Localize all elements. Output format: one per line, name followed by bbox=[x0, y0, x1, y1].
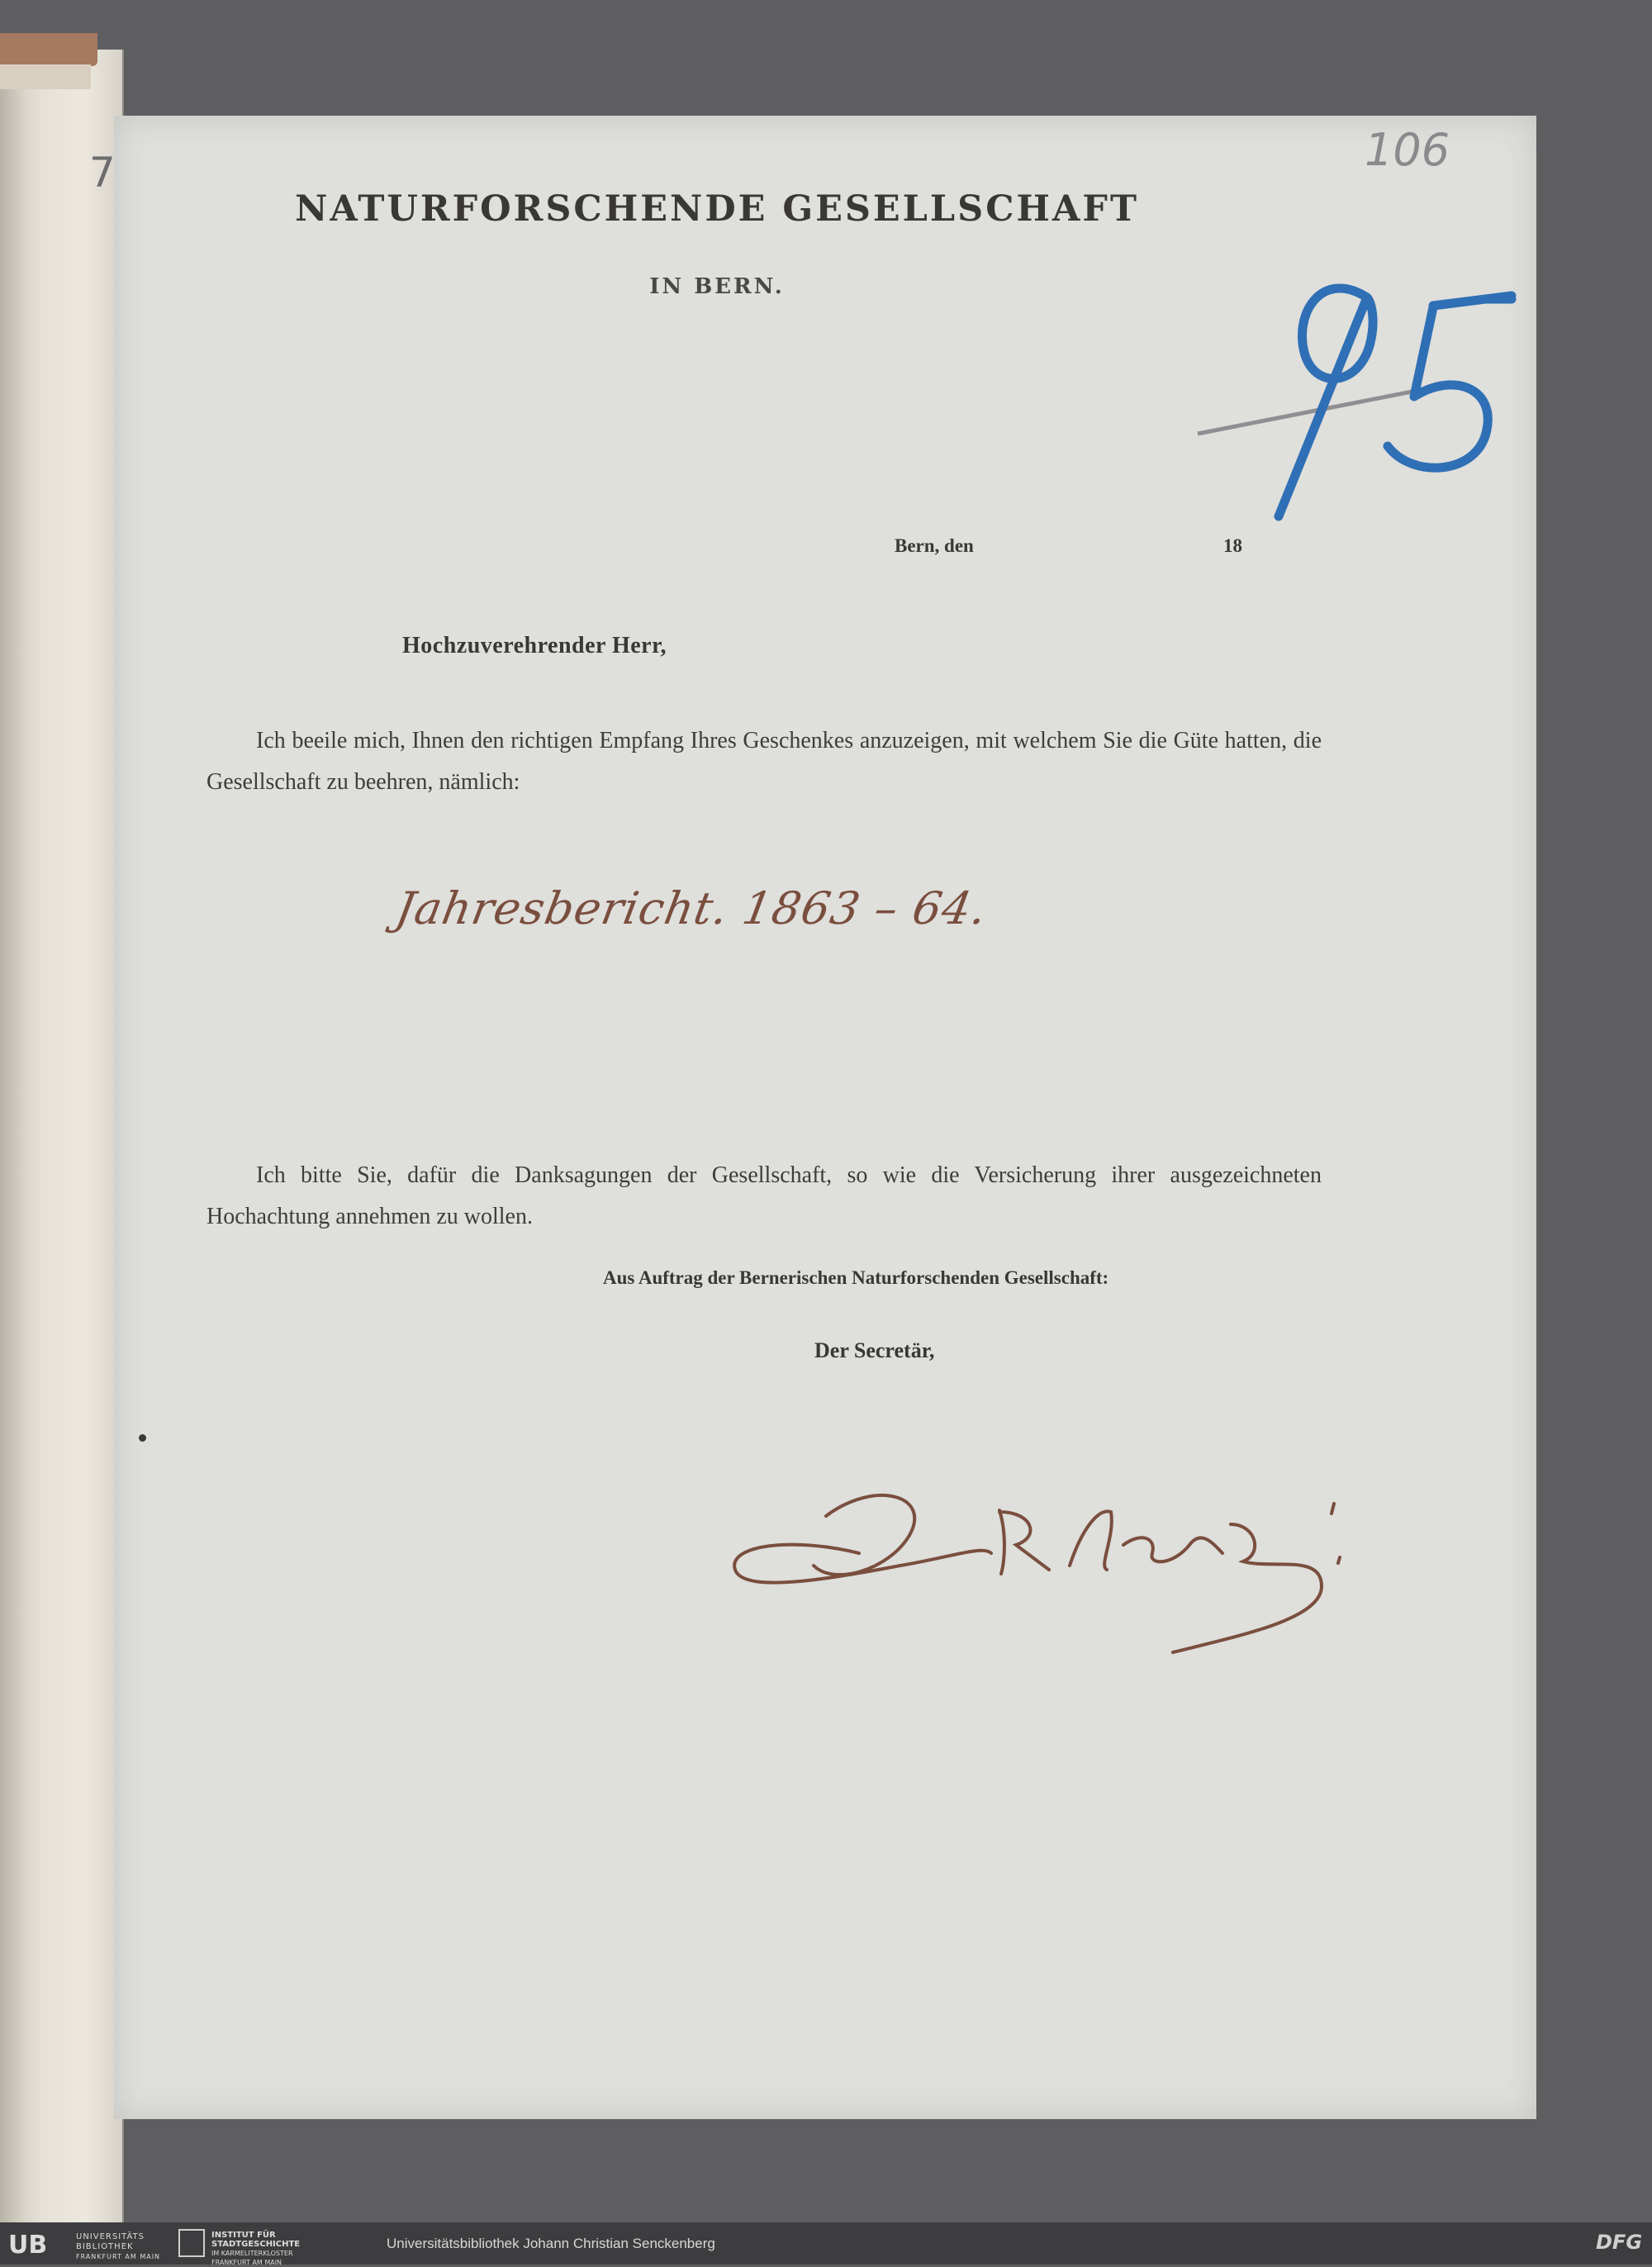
closing-mandate: Aus Auftrag der Bernerischen Naturforschenden Gesellschaft: bbox=[603, 1267, 1109, 1288]
ub-logo-line: BIBLIOTHEK bbox=[76, 2242, 134, 2251]
date-year-prefix: 18 bbox=[1223, 535, 1242, 556]
blue-number-95 bbox=[1279, 288, 1512, 516]
ink-dot bbox=[139, 1434, 146, 1442]
institut-logo-line: IM KARMELITERKLOSTER bbox=[211, 2250, 293, 2257]
institut-logo-line: STADTGESCHICHTE bbox=[211, 2240, 301, 2249]
library-credit-link[interactable]: Universitätsbibliothek Johann Christian Senckenberg bbox=[387, 2236, 715, 2251]
salutation: Hochzuverehrender Herr, bbox=[402, 633, 667, 658]
institut-logo[interactable] bbox=[175, 2227, 340, 2266]
signature-text bbox=[818, 1487, 823, 1488]
ub-logo-text bbox=[76, 2232, 160, 2262]
letterhead-title: NATURFORSCHENDE GESELLSCHAFT bbox=[295, 188, 1139, 230]
dfg-logo[interactable]: DFG bbox=[1596, 2231, 1643, 2254]
corner-mark: 7 bbox=[89, 149, 116, 197]
paragraph-thanks: Ich bitte Sie, dafür die Danksagungen der Gesellschaft, so wie die Versicherung ihrer ausgezeichneten Hochachtung annehmen zu wollen. bbox=[206, 1162, 1322, 1229]
ub-logo[interactable] bbox=[0, 2227, 165, 2260]
closing-secretary: Der Secretär, bbox=[814, 1338, 935, 1362]
paragraph-acknowledgement: Ich beeile mich, Ihnen den richtigen Empfang Ihres Geschenkes anzuzeigen, mit welchem Sie die Güte hatten, die Gesellschaft zu beehren, nämlich: bbox=[206, 728, 1322, 795]
signature-flourish bbox=[734, 1495, 1340, 1652]
handwritten-gift-title: Jahresbericht. 1863 – 64. bbox=[392, 882, 991, 934]
date-place: Bern, den bbox=[895, 535, 974, 556]
institut-logo-text bbox=[211, 2231, 300, 2267]
institut-logo-line: INSTITUT FÜR bbox=[211, 2231, 276, 2240]
pencil-folio-number: 106 bbox=[1365, 124, 1450, 176]
ub-logo-line: UNIVERSITÄTS bbox=[76, 2232, 145, 2241]
letterhead-subtitle: IN BERN. bbox=[649, 274, 785, 299]
institut-logo-icon bbox=[178, 2229, 205, 2257]
ub-logo-mark: UB bbox=[8, 2231, 48, 2260]
ub-logo-line: FRANKFURT AM MAIN bbox=[76, 2253, 161, 2260]
institut-logo-line: FRANKFURT AM MAIN bbox=[211, 2259, 282, 2266]
